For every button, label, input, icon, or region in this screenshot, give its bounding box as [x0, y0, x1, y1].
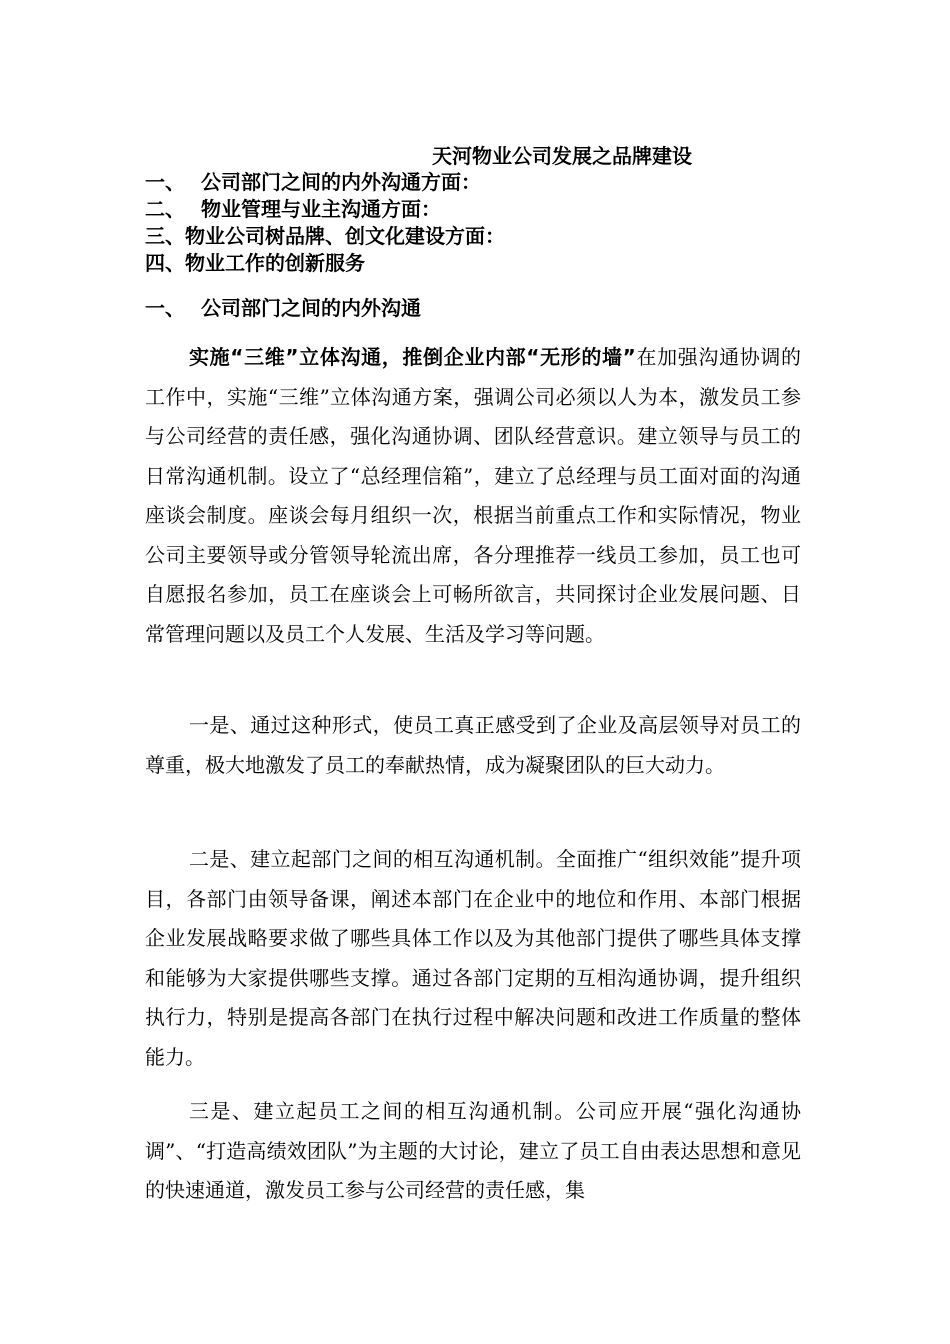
outline-number: 三、 [145, 224, 185, 248]
paragraph-2: 一是、通过这种形式，使员工真正感受到了企业及高层领导对员工的尊重，极大地激发了员工的奉献热情，成为凝聚团队的巨大动力。 [145, 713, 801, 777]
outline-text: 物业工作的创新服务 [185, 251, 365, 275]
outline-number: 二、 [145, 197, 185, 221]
document-title: 天河物业公司发展之品牌建设 [432, 144, 692, 168]
outline-text: 物业公司树品牌、创文化建设方面： [185, 224, 505, 248]
paragraph-4: 三是、建立起员工之间的相互沟通机制。公司应开展“强化沟通协调”、“打造高绩效团队”为主题的大讨论，建立了员工自由表达思想和意见的快速通道，激发员工参与公司经营的责任感，集 [145, 1099, 801, 1202]
outline-text: 公司部门之间的内外沟通方面： [201, 170, 481, 194]
outline-item-2 [145, 196, 505, 223]
paragraph-lead: 实施“三维”立体沟通，推倒企业内部“无形的墙” [189, 345, 636, 369]
section-number: 一、 [145, 296, 185, 320]
outline-list [145, 169, 505, 277]
paragraph-body: 在加强沟通协调的工作中，实施“三维”立体沟通方案，强调公司必须以人为本，激发员工参与公司经营的责任感，强化沟通协调、团队经营意识。建立领导与员工的日常沟通机制。设立了“总经理信箱”，建立了总经理与员工面对面的沟通座谈会制度。座谈会每月组织一次，根据当前重点工作和实际情况，物业公司主要领导或分管领导轮流出席，各分理推荐一线员工参加，员工也可自愿报名参加，员工在座谈会上可畅所欲言，共同探讨企业发展问题、日常管理问题以及员工个人发展、生活及学习等问题。 [145, 345, 802, 646]
section-heading [145, 294, 421, 322]
outline-item-4 [145, 250, 505, 277]
paragraph-1 [145, 338, 801, 654]
outline-item-3 [145, 223, 505, 250]
outline-number: 四、 [145, 251, 185, 275]
outline-item-1 [145, 169, 505, 196]
paragraph-3: 二是、建立起部门之间的相互沟通机制。全面推广“组织效能”提升项目，各部门由领导备课，阐述本部门在企业中的地位和作用、本部门根据企业发展战略要求做了哪些具体工作以及为其他部门提供了哪些具体支撑和能够为大家提供哪些支撑。通过各部门定期的互相沟通协调，提升组织执行力，特别是提高各部门在执行过程中解决问题和改进工作质量的整体能力。 [145, 847, 801, 1069]
outline-number: 一、 [145, 170, 185, 194]
section-heading-text: 公司部门之间的内外沟通 [201, 296, 421, 320]
outline-text: 物业管理与业主沟通方面： [201, 197, 441, 221]
